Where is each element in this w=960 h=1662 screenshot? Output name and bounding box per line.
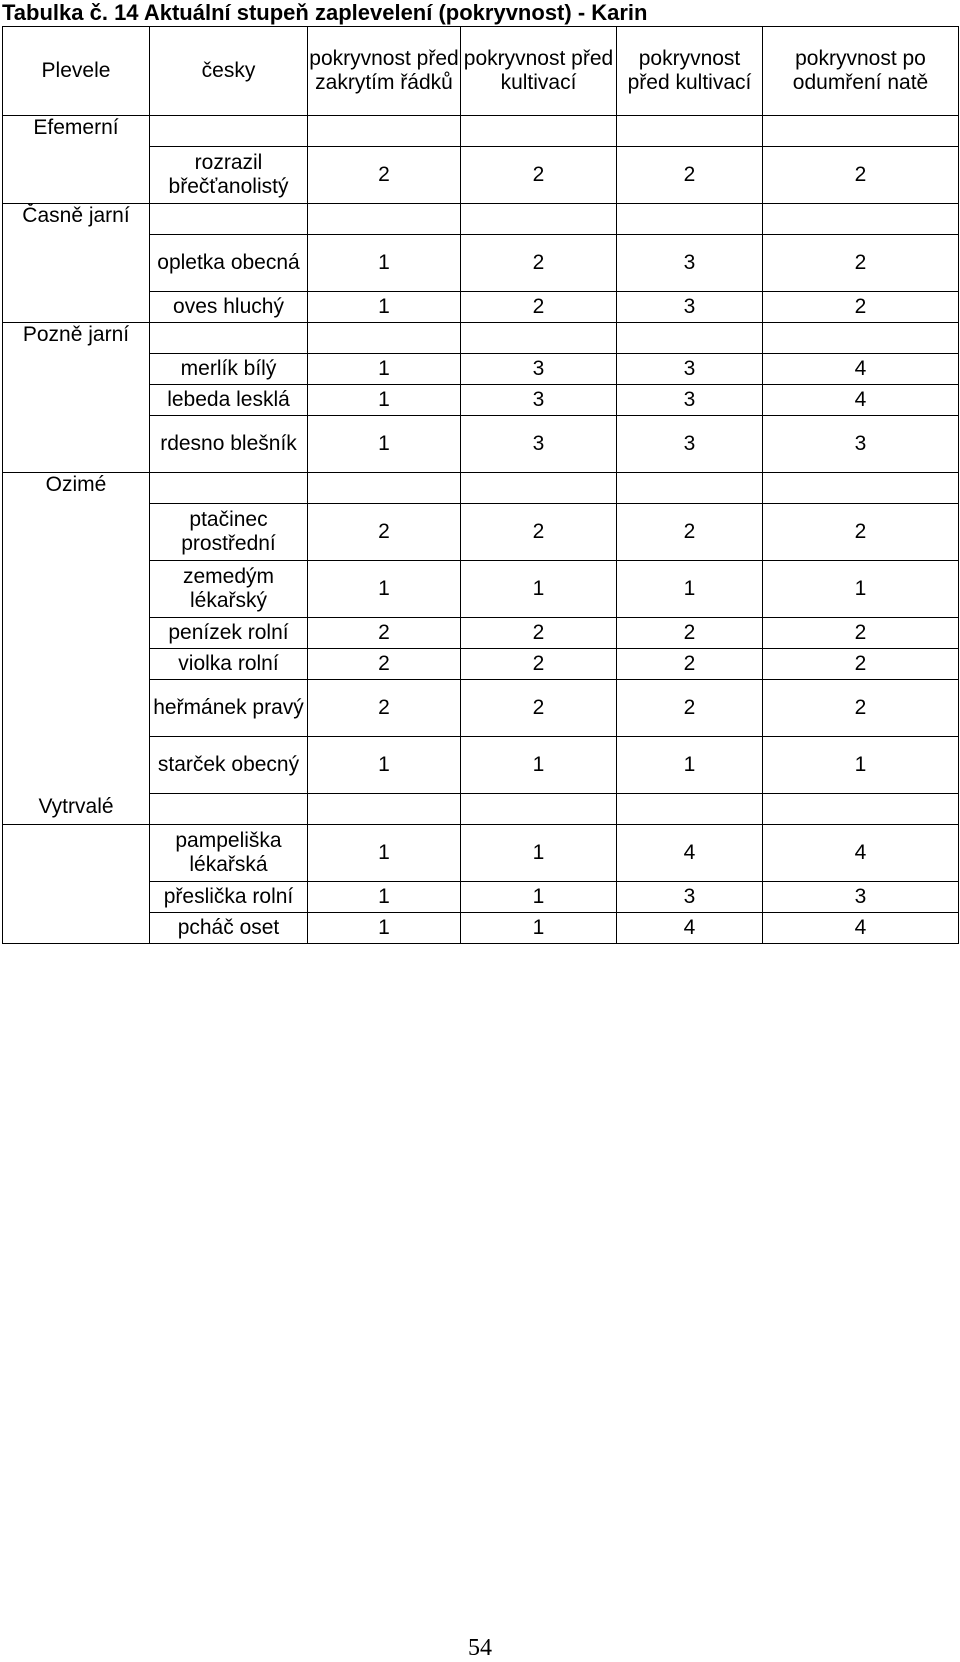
cell-value: 3 — [617, 882, 763, 913]
weed-name: starček obecný — [150, 737, 308, 794]
column-header: pokryvnost po odumření natě — [763, 27, 959, 116]
weed-name: oves hluchý — [150, 292, 308, 323]
group-label: Efemerní — [3, 116, 150, 204]
cell-value: 2 — [763, 292, 959, 323]
cell-value: 1 — [461, 882, 617, 913]
cell-value: 3 — [461, 354, 617, 385]
group-label: Pozně jarní — [3, 323, 150, 473]
weed-name: heřmánek pravý — [150, 680, 308, 737]
cell-value: 2 — [461, 618, 617, 649]
weed-name: rozrazil břečťanolistý — [150, 147, 308, 204]
weed-name: zemedým lékařský — [150, 561, 308, 618]
column-header: česky — [150, 27, 308, 116]
group-row — [3, 116, 959, 147]
cell-value: 2 — [461, 292, 617, 323]
cell-value: 1 — [308, 737, 461, 794]
column-header: pokryvnost před kultivací — [617, 27, 763, 116]
page-number: 54 — [468, 1635, 492, 1661]
cell-value: 3 — [461, 416, 617, 473]
group-label-text: Vytrvalé — [38, 795, 114, 818]
cell-value: 1 — [617, 737, 763, 794]
column-header: pokryvnost před kultivací — [461, 27, 617, 116]
group-label: Ozimé — [3, 473, 150, 825]
cell-value: 4 — [617, 913, 763, 944]
weed-name: merlík bílý — [150, 354, 308, 385]
table-title: Tabulka č. 14 Aktuální stupeň zaplevelení (pokryvnost) - Karin — [2, 0, 648, 25]
cell-value: 1 — [308, 292, 461, 323]
cell-value: 1 — [617, 561, 763, 618]
cell-value: 2 — [461, 680, 617, 737]
cell-value: 2 — [617, 147, 763, 204]
group-label — [3, 795, 150, 944]
cell-value: 2 — [617, 618, 763, 649]
weed-name: přeslička rolní — [150, 882, 308, 913]
cell-value: 1 — [763, 737, 959, 794]
cell-value: 4 — [617, 825, 763, 882]
cell-value: 4 — [763, 354, 959, 385]
cell-value: 1 — [308, 825, 461, 882]
weed-name: rdesno blešník — [150, 416, 308, 473]
cell-value: 2 — [763, 649, 959, 680]
weed-name: pampeliška lékařská — [150, 825, 308, 882]
column-header: pokryvnost před zakrytím řádků — [308, 27, 461, 116]
cell-value: 1 — [308, 561, 461, 618]
cell-value: 1 — [461, 913, 617, 944]
group-row — [3, 825, 959, 882]
cell-value: 2 — [308, 504, 461, 561]
weed-coverage-table — [2, 26, 959, 944]
group-label: Časně jarní — [3, 204, 150, 323]
cell-value: 2 — [308, 649, 461, 680]
cell-value: 1 — [308, 235, 461, 292]
cell-value: 3 — [763, 416, 959, 473]
weed-name: pcháč oset — [150, 913, 308, 944]
cell-value: 3 — [461, 385, 617, 416]
cell-value: 2 — [461, 147, 617, 204]
cell-value: 2 — [461, 235, 617, 292]
cell-value: 2 — [617, 504, 763, 561]
cell-value: 2 — [461, 504, 617, 561]
column-header: Plevele — [3, 27, 150, 116]
cell-value: 1 — [461, 737, 617, 794]
cell-value: 4 — [763, 913, 959, 944]
cell-value: 2 — [308, 147, 461, 204]
weed-name: opletka obecná — [150, 235, 308, 292]
cell-value: 1 — [308, 882, 461, 913]
cell-value: 4 — [763, 825, 959, 882]
cell-value: 1 — [308, 416, 461, 473]
cell-value: 2 — [763, 235, 959, 292]
cell-value: 2 — [617, 680, 763, 737]
weed-name: ptačinec prostřední — [150, 504, 308, 561]
cell-value: 1 — [308, 354, 461, 385]
cell-value: 3 — [617, 354, 763, 385]
cell-value: 2 — [763, 680, 959, 737]
cell-value: 1 — [308, 913, 461, 944]
cell-value: 2 — [461, 649, 617, 680]
weed-name: penízek rolní — [150, 618, 308, 649]
cell-value: 2 — [617, 649, 763, 680]
cell-value: 2 — [763, 504, 959, 561]
cell-value: 1 — [308, 385, 461, 416]
group-row — [3, 204, 959, 235]
cell-value: 1 — [461, 825, 617, 882]
cell-value: 3 — [617, 385, 763, 416]
cell-value: 2 — [308, 618, 461, 649]
group-row — [3, 323, 959, 354]
cell-value: 2 — [308, 680, 461, 737]
cell-value: 3 — [617, 416, 763, 473]
cell-value: 3 — [617, 235, 763, 292]
cell-value: 3 — [617, 292, 763, 323]
weed-name: violka rolní — [150, 649, 308, 680]
cell-value: 2 — [763, 618, 959, 649]
cell-value: 1 — [763, 561, 959, 618]
cell-value: 4 — [763, 385, 959, 416]
header-row — [3, 27, 959, 116]
cell-value: 2 — [763, 147, 959, 204]
cell-value: 3 — [763, 882, 959, 913]
cell-value: 1 — [461, 561, 617, 618]
weed-name: lebeda lesklá — [150, 385, 308, 416]
group-row — [3, 473, 959, 504]
